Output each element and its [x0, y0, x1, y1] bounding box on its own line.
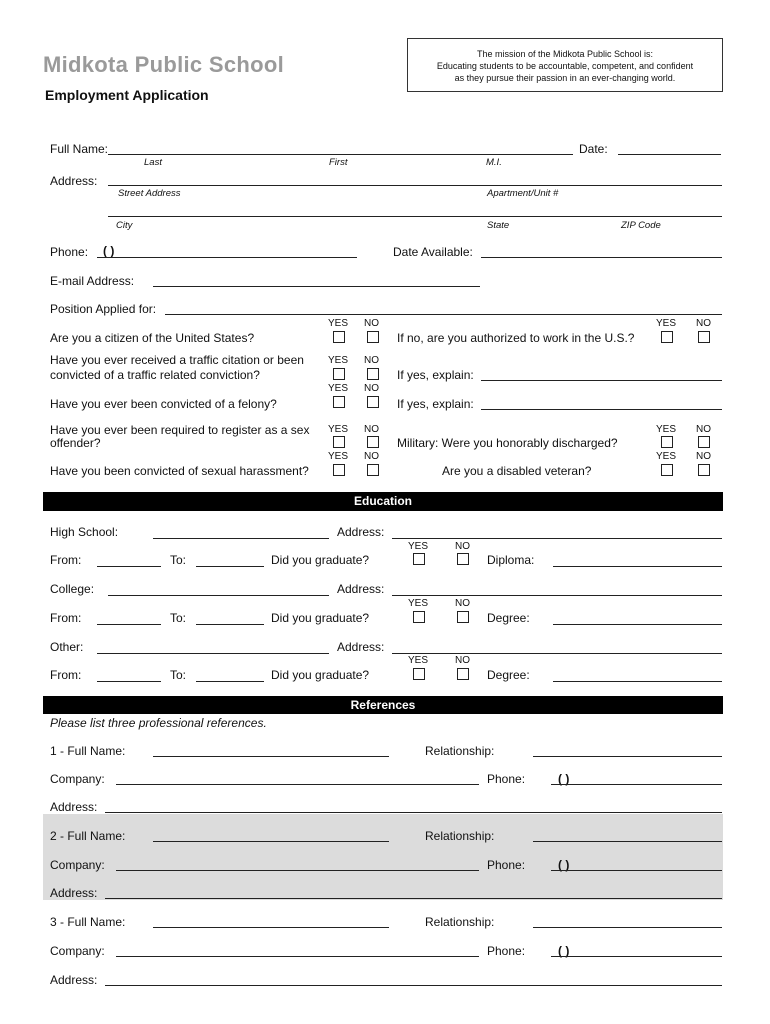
yes-header: YES: [328, 424, 349, 435]
ref3-company-field[interactable]: [116, 956, 479, 957]
yes-header: YES: [656, 451, 677, 462]
felony-yes-checkbox[interactable]: [333, 396, 345, 408]
college-to-label: To:: [170, 611, 187, 625]
ref1-name-field[interactable]: [153, 756, 389, 757]
ref2-name-field[interactable]: [153, 841, 389, 842]
address-label: Address:: [50, 174, 98, 188]
no-header: NO: [696, 424, 711, 435]
state-caption: State: [487, 220, 510, 231]
other-graduate-yes-checkbox[interactable]: [413, 668, 425, 680]
ref2-phone-label: Phone:: [487, 858, 526, 872]
sex-offender-question-line1: Have you ever been required to register as a sex: [50, 423, 310, 437]
other-address-label: Address:: [337, 640, 385, 654]
ref1-relationship-label: Relationship:: [425, 744, 495, 758]
other-to-label: To:: [170, 668, 187, 682]
last-name-caption: Last: [144, 157, 162, 168]
ref3-relationship-label: Relationship:: [425, 915, 495, 929]
diploma-field[interactable]: [553, 566, 722, 567]
yes-header: YES: [408, 541, 429, 552]
position-field[interactable]: [165, 314, 722, 315]
ref3-name-field[interactable]: [153, 927, 389, 928]
full-name-label: Full Name:: [50, 142, 109, 156]
mission-line: Educating students to be accountable, competent, and confident: [436, 61, 694, 71]
no-header: NO: [696, 451, 711, 462]
ref2-relationship-field[interactable]: [533, 841, 722, 842]
traffic-question-line1: Have you ever received a traffic citation or been: [50, 353, 304, 367]
references-instructions: Please list three professional references.: [50, 716, 267, 730]
date-label: Date:: [579, 142, 608, 156]
ref1-address-label: Address:: [50, 800, 98, 814]
felony-question: Have you ever been convicted of a felony?: [50, 397, 277, 411]
full-name-field[interactable]: [108, 154, 573, 155]
ref1-phone-field[interactable]: [551, 784, 722, 785]
traffic-no-checkbox[interactable]: [367, 368, 379, 380]
college-degree-label: Degree:: [487, 611, 530, 625]
yes-header: YES: [328, 318, 349, 329]
no-header: NO: [455, 541, 470, 552]
other-graduate-label: Did you graduate?: [271, 668, 370, 682]
other-from-field[interactable]: [97, 681, 161, 682]
college-degree-field[interactable]: [553, 624, 722, 625]
traffic-explain-label: If yes, explain:: [397, 368, 474, 382]
mission-line: The mission of the Midkota Public School is:: [476, 49, 654, 59]
ref3-phone-label: Phone:: [487, 944, 526, 958]
veteran-question: Are you a disabled veteran?: [442, 464, 592, 478]
college-graduate-label: Did you graduate?: [271, 611, 370, 625]
ref3-phone-field[interactable]: [551, 956, 722, 957]
authorized-no-checkbox[interactable]: [698, 331, 710, 343]
no-header: NO: [364, 383, 379, 394]
ref2-relationship-label: Relationship:: [425, 829, 495, 843]
hs-to-field[interactable]: [196, 566, 264, 567]
date-available-label: Date Available:: [393, 245, 473, 259]
ref2-address-field[interactable]: [105, 898, 722, 899]
harassment-yes-checkbox[interactable]: [333, 464, 345, 476]
college-address-field[interactable]: [392, 595, 722, 596]
college-graduate-yes-checkbox[interactable]: [413, 611, 425, 623]
high-school-address-field[interactable]: [392, 538, 722, 539]
city-state-zip-field[interactable]: [108, 216, 722, 217]
sex-offender-question-line2: offender?: [50, 436, 101, 450]
high-school-field[interactable]: [153, 538, 329, 539]
ref1-company-label: Company:: [50, 772, 105, 786]
college-graduate-no-checkbox[interactable]: [457, 611, 469, 623]
yes-header: YES: [408, 655, 429, 666]
college-to-field[interactable]: [196, 624, 264, 625]
yes-header: YES: [328, 383, 349, 394]
sex-offender-no-checkbox[interactable]: [367, 436, 379, 448]
ref2-company-label: Company:: [50, 858, 105, 872]
phone-field[interactable]: [97, 257, 357, 258]
mi-caption: M.I.: [486, 157, 502, 168]
traffic-explain-field[interactable]: [481, 380, 722, 381]
citizen-question: Are you a citizen of the United States?: [50, 331, 255, 345]
other-from-label: From:: [50, 668, 82, 682]
ref2-name-label: 2 - Full Name:: [50, 829, 126, 843]
date-field[interactable]: [618, 154, 721, 155]
high-school-address-label: Address:: [337, 525, 385, 539]
citizen-yes-checkbox[interactable]: [333, 331, 345, 343]
high-school-label: High School:: [50, 525, 119, 539]
harassment-question: Have you been convicted of sexual harassment?: [50, 464, 309, 478]
military-yes-checkbox[interactable]: [661, 436, 673, 448]
city-caption: City: [116, 220, 133, 231]
yes-header: YES: [328, 451, 349, 462]
veteran-yes-checkbox[interactable]: [661, 464, 673, 476]
ref2-phone-field[interactable]: [551, 870, 722, 871]
college-from-field[interactable]: [97, 624, 161, 625]
ref3-phone-area-code: ( ): [558, 944, 570, 958]
no-header: NO: [455, 655, 470, 666]
street-address-caption: Street Address: [118, 188, 181, 199]
ref1-name-label: 1 - Full Name:: [50, 744, 126, 758]
hs-from-field[interactable]: [97, 566, 161, 567]
street-address-field[interactable]: [108, 185, 722, 186]
hs-graduate-yes-checkbox[interactable]: [413, 553, 425, 565]
ref3-address-label: Address:: [50, 973, 98, 987]
college-address-label: Address:: [337, 582, 385, 596]
college-label: College:: [50, 582, 95, 596]
sex-offender-yes-checkbox[interactable]: [333, 436, 345, 448]
mission-box: [407, 38, 723, 92]
first-name-caption: First: [329, 157, 348, 168]
email-label: E-mail Address:: [50, 274, 135, 288]
apartment-caption: Apartment/Unit #: [487, 188, 559, 199]
other-degree-label: Degree:: [487, 668, 530, 682]
zip-caption: ZIP Code: [621, 220, 661, 231]
college-from-label: From:: [50, 611, 82, 625]
harassment-no-checkbox[interactable]: [367, 464, 379, 476]
felony-no-checkbox[interactable]: [367, 396, 379, 408]
felony-explain-field[interactable]: [481, 409, 722, 410]
felony-explain-label: If yes, explain:: [397, 397, 474, 411]
no-header: NO: [364, 424, 379, 435]
veteran-no-checkbox[interactable]: [698, 464, 710, 476]
no-header: NO: [455, 598, 470, 609]
other-field[interactable]: [97, 653, 329, 654]
no-header: NO: [696, 318, 711, 329]
citizen-no-checkbox[interactable]: [367, 331, 379, 343]
ref1-company-field[interactable]: [116, 784, 479, 785]
military-question: Military: Were you honorably discharged?: [397, 436, 618, 450]
traffic-question-line2: convicted of a traffic related conviction?: [50, 368, 260, 382]
diploma-label: Diploma:: [487, 553, 535, 567]
other-label: Other:: [50, 640, 84, 654]
military-no-checkbox[interactable]: [698, 436, 710, 448]
ref1-phone-area-code: ( ): [558, 772, 570, 786]
no-header: NO: [364, 355, 379, 366]
college-field[interactable]: [108, 595, 329, 596]
mission-line: as they pursue their passion in an ever-changing world.: [454, 73, 676, 83]
references-heading: References: [43, 696, 723, 714]
other-degree-field[interactable]: [553, 681, 722, 682]
ref3-relationship-field[interactable]: [533, 927, 722, 928]
other-to-field[interactable]: [196, 681, 264, 682]
yes-header: YES: [328, 355, 349, 366]
authorized-question: If no, are you authorized to work in the U.S.?: [397, 331, 635, 345]
ref1-relationship-field[interactable]: [533, 756, 722, 757]
ref1-phone-label: Phone:: [487, 772, 526, 786]
yes-header: YES: [656, 318, 677, 329]
ref2-company-field[interactable]: [116, 870, 479, 871]
ref3-company-label: Company:: [50, 944, 105, 958]
ref2-phone-area-code: ( ): [558, 858, 570, 872]
email-field[interactable]: [153, 286, 480, 287]
school-name: Midkota Public School: [43, 52, 284, 77]
date-available-field[interactable]: [481, 257, 722, 258]
hs-to-label: To:: [170, 553, 187, 567]
authorized-yes-checkbox[interactable]: [661, 331, 673, 343]
no-header: NO: [364, 318, 379, 329]
yes-header: YES: [656, 424, 677, 435]
hs-from-label: From:: [50, 553, 82, 567]
traffic-yes-checkbox[interactable]: [333, 368, 345, 380]
hs-graduate-no-checkbox[interactable]: [457, 553, 469, 565]
ref3-address-field[interactable]: [105, 985, 722, 986]
ref3-name-label: 3 - Full Name:: [50, 915, 126, 929]
position-label: Position Applied for:: [50, 302, 157, 316]
phone-area-code: ( ): [103, 244, 115, 258]
ref1-address-field[interactable]: [105, 812, 722, 813]
education-heading: Education: [43, 492, 723, 511]
other-graduate-no-checkbox[interactable]: [457, 668, 469, 680]
phone-label: Phone:: [50, 245, 89, 259]
form-title: Employment Application: [45, 87, 209, 103]
ref2-shading: [43, 814, 723, 900]
hs-graduate-label: Did you graduate?: [271, 553, 370, 567]
no-header: NO: [364, 451, 379, 462]
other-address-field[interactable]: [392, 653, 722, 654]
yes-header: YES: [408, 598, 429, 609]
ref2-address-label: Address:: [50, 886, 98, 900]
